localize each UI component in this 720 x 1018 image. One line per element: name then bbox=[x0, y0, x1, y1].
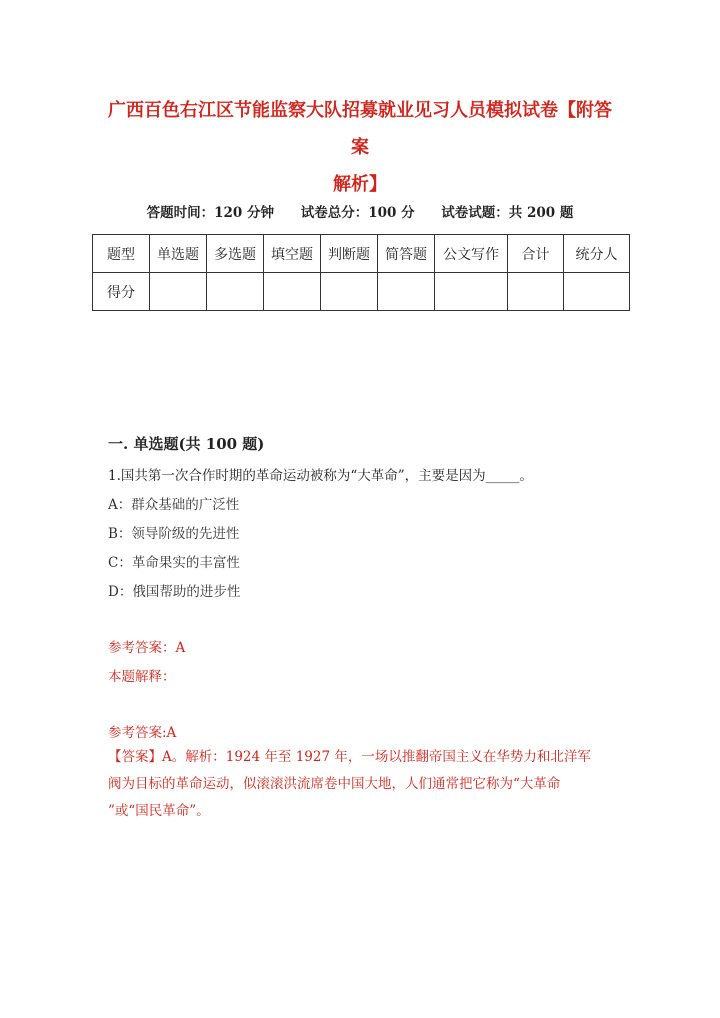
option-b: B：领导阶级的先进性 bbox=[108, 526, 240, 542]
score-cell bbox=[508, 273, 564, 311]
title-line-2: 解析】 bbox=[333, 174, 387, 195]
score-table-header-row bbox=[93, 235, 630, 273]
header-cell: 题型 bbox=[93, 235, 150, 273]
score-cell bbox=[207, 273, 264, 311]
exam-meta bbox=[0, 201, 720, 221]
header-cell: 多选题 bbox=[207, 235, 264, 273]
header-cell: 单选题 bbox=[150, 235, 207, 273]
header-cell: 判断题 bbox=[321, 235, 378, 273]
option-d: D：俄国帮助的进步性 bbox=[108, 584, 241, 600]
question-text: 1.国共第一次合作时期的革命运动被称为“大革命”，主要是因为_____。 bbox=[108, 468, 533, 484]
header-cell: 填空题 bbox=[264, 235, 321, 273]
header-cell: 简答题 bbox=[378, 235, 435, 273]
explanation-line: 【答案】A。解析：1924 年至 1927 年，一场以推翻帝国主义在华势力和北洋军 bbox=[108, 749, 591, 765]
option-a: A：群众基础的广泛性 bbox=[108, 497, 240, 513]
explanation-line: 阀为目标的革命运动，似滚滚洪流席卷中国大地，人们通常把它称为“大革命 bbox=[108, 776, 561, 792]
score-row-label: 得分 bbox=[93, 273, 150, 311]
score-cell bbox=[378, 273, 435, 311]
header-cell: 合计 bbox=[508, 235, 564, 273]
title-line-1: 广西百色右江区节能监察大队招募就业见习人员模拟试卷【附答案 bbox=[108, 100, 612, 158]
exam-total-score: 试卷总分：100 分 bbox=[300, 205, 415, 221]
header-cell: 公文写作 bbox=[435, 235, 508, 273]
document-title bbox=[100, 92, 620, 203]
reference-answer: 参考答案：A bbox=[108, 640, 186, 656]
explanation-line: ”或“国民革命”。 bbox=[108, 803, 210, 819]
score-table bbox=[92, 234, 630, 311]
exam-question-count: 试卷试题：共 200 题 bbox=[441, 205, 574, 221]
exam-time: 答题时间：120 分钟 bbox=[146, 205, 274, 221]
score-cell bbox=[564, 273, 630, 311]
header-cell: 统分人 bbox=[564, 235, 630, 273]
score-cell bbox=[435, 273, 508, 311]
score-cell bbox=[321, 273, 378, 311]
option-c: C：革命果实的丰富性 bbox=[108, 555, 240, 571]
reference-answer-2: 参考答案:A bbox=[108, 725, 177, 741]
score-cell bbox=[150, 273, 207, 311]
score-table-score-row bbox=[93, 273, 630, 311]
explanation-label: 本题解释： bbox=[108, 669, 176, 685]
score-cell bbox=[264, 273, 321, 311]
explanation-text bbox=[108, 744, 608, 825]
section-title: 一. 单选题(共 100 题) bbox=[108, 435, 265, 453]
